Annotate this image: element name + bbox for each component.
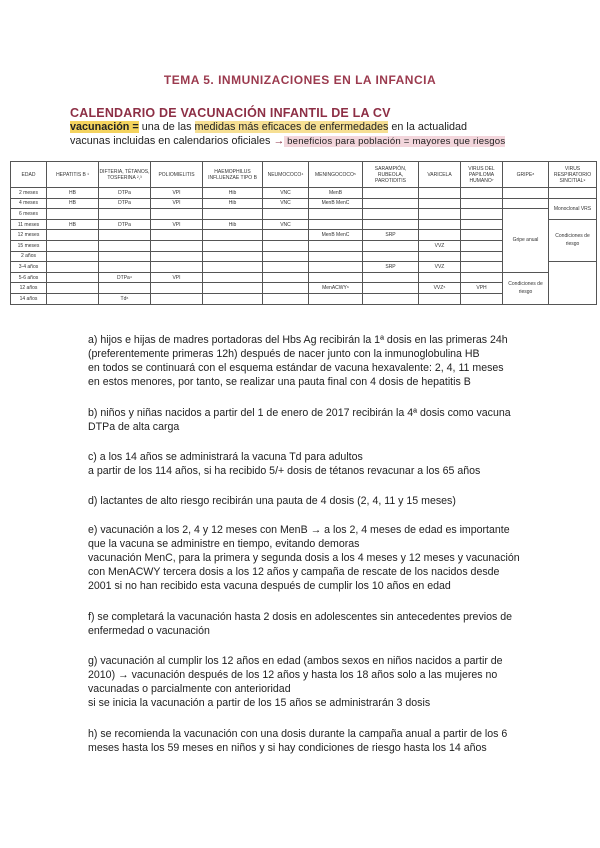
age-cell: 6 meses <box>11 209 47 220</box>
table-cell <box>419 219 461 230</box>
highlight-beneficios: beneficios para población = mayores que riesgos <box>284 136 506 147</box>
age-cell: 2 meses <box>11 188 47 199</box>
table-cell: SRP <box>363 262 419 273</box>
page-title: TEMA 5. INMUNIZACIONES EN LA INFANCIA <box>163 73 437 87</box>
table-cell <box>47 240 99 251</box>
table-cell <box>309 272 363 283</box>
table-header-row <box>11 162 597 188</box>
note-line: 2010) → vacunación después de los 12 años y hasta los 18 años solo a las mujeres no <box>88 669 498 681</box>
table-cell <box>309 209 363 220</box>
note-line: d) lactantes de alto riesgo recibirán una pauta de 4 dosis (2, 4, 11 y 15 meses) <box>88 495 456 507</box>
table-cell: HB <box>47 198 99 209</box>
table-cell <box>309 219 363 230</box>
col-header: NEUMOCOCO⁴ <box>263 162 309 188</box>
table-cell: Hib <box>203 188 263 199</box>
table-cell <box>203 272 263 283</box>
col-header: DIFTERIA, TÉTANOS, TOSFERINA ²,³ <box>99 162 151 188</box>
note-b <box>88 406 568 434</box>
note-line: en todos se continuará con el esquema estándar de vacuna hexavalente: 2, 4, 11 meses <box>88 362 504 374</box>
intro-text: una de las <box>138 121 195 133</box>
table-row <box>11 198 597 209</box>
table-cell: VPH <box>461 283 503 294</box>
table-cell <box>263 209 309 220</box>
table-cell <box>203 251 263 262</box>
table-cell <box>419 230 461 241</box>
table-cell: VVZ⁵ <box>419 283 461 294</box>
table-cell: Gripe anual <box>503 209 549 273</box>
age-cell: 2 años <box>11 251 47 262</box>
table-cell <box>203 283 263 294</box>
note-line: con MenACWY tercera dosis a los 12 años y campaña de rescate de los nacidos desde <box>88 566 500 578</box>
table-cell <box>419 251 461 262</box>
age-cell: 12 años <box>11 283 47 294</box>
table-cell <box>461 230 503 241</box>
col-header: EDAD <box>11 162 47 188</box>
table-row <box>11 209 597 220</box>
age-cell: 15 meses <box>11 240 47 251</box>
note-a <box>88 333 568 389</box>
table-cell <box>419 272 461 283</box>
table-cell <box>263 293 309 304</box>
table-cell <box>503 188 549 199</box>
arrow-icon: → <box>273 135 285 147</box>
intro-text: en la actualidad <box>388 121 468 133</box>
table-cell <box>47 283 99 294</box>
table-cell <box>263 240 309 251</box>
table-cell: VNC <box>263 219 309 230</box>
note-line: si se inicia la vacunación a partir de los 15 años se administrarán 3 dosis <box>88 697 431 709</box>
note-f <box>88 610 568 638</box>
table-cell <box>151 240 203 251</box>
table-cell: Condiciones de riesgo <box>503 272 549 304</box>
table-cell <box>151 262 203 273</box>
table-cell <box>99 262 151 273</box>
table-cell: MenB MenC <box>309 198 363 209</box>
table-cell <box>203 209 263 220</box>
intro-line-2 <box>70 134 505 149</box>
col-header: HEPATITIS B ¹ <box>47 162 99 188</box>
note-line: e) vacunación a los 2, 4 y 12 meses con MenB → a los 2, 4 meses de edad es importante <box>88 524 510 536</box>
table-cell: Monoclonal VRS <box>549 198 597 219</box>
table-cell: Condiciones de riesgo <box>549 219 597 261</box>
age-cell: 5-6 años <box>11 272 47 283</box>
table-cell <box>151 283 203 294</box>
table-cell <box>363 283 419 294</box>
table-cell <box>363 188 419 199</box>
table-cell <box>47 293 99 304</box>
note-d <box>88 494 568 508</box>
table-cell: DTPa <box>99 188 151 199</box>
table-cell <box>99 251 151 262</box>
table-cell <box>419 198 461 209</box>
table-row <box>11 188 597 199</box>
age-cell: 12 meses <box>11 230 47 241</box>
note-h <box>88 727 568 755</box>
table-cell <box>47 262 99 273</box>
table-cell <box>461 251 503 262</box>
note-line: en estos menores, por tanto, se realizar una pauta final con 4 dosis de hepatitis B <box>88 376 471 388</box>
col-header: GRIPE⁸ <box>503 162 549 188</box>
note-c <box>88 450 568 478</box>
table-cell <box>363 272 419 283</box>
table-cell <box>47 209 99 220</box>
table-cell <box>503 198 549 209</box>
table-cell <box>151 293 203 304</box>
note-line: a) hijos e hijas de madres portadoras del Hbs Ag recibirán la 1ª dosis en las primeras 24h <box>88 334 508 346</box>
table-cell: SRP <box>363 230 419 241</box>
table-cell <box>363 251 419 262</box>
note-line: enfermedad o vacunación <box>88 625 210 637</box>
table-cell: MenB <box>309 188 363 199</box>
age-cell: 14 años <box>11 293 47 304</box>
table-cell <box>263 283 309 294</box>
col-header: MENINGOCOCO⁵ <box>309 162 363 188</box>
table-cell <box>363 198 419 209</box>
table-cell <box>419 293 461 304</box>
table-cell <box>419 188 461 199</box>
table-cell <box>47 272 99 283</box>
table-cell <box>99 283 151 294</box>
col-header: POLIOMIELITIS <box>151 162 203 188</box>
table-cell <box>419 209 461 220</box>
table-cell <box>461 293 503 304</box>
table-cell <box>263 272 309 283</box>
table-cell: VPI <box>151 219 203 230</box>
table-cell: DTPa <box>99 198 151 209</box>
note-line: que la vacuna se administre en tiempo, evitando demoras <box>88 538 360 550</box>
note-line: b) niños y niñas nacidos a partir del 1 de enero de 2017 recibirán la 4ª dosis como vacuna <box>88 407 511 419</box>
col-header: HAEMOPHILUS INFLUENZAE TIPO B <box>203 162 263 188</box>
table-cell <box>203 230 263 241</box>
note-g <box>88 654 568 710</box>
col-header: VARICELA <box>419 162 461 188</box>
vaccination-calendar-table <box>10 161 597 305</box>
table-cell <box>461 219 503 230</box>
table-cell <box>47 251 99 262</box>
table-cell <box>151 251 203 262</box>
table-cell: VNC <box>263 198 309 209</box>
table-cell: HB <box>47 188 99 199</box>
term-vacunacion: vacunación = <box>70 121 139 133</box>
table-cell <box>363 219 419 230</box>
table-cell: MenB MenC <box>309 230 363 241</box>
table-cell: Td⁶ <box>99 293 151 304</box>
table-cell <box>363 209 419 220</box>
table-cell: VPI <box>151 198 203 209</box>
table-cell <box>461 262 503 273</box>
table-cell: VPI <box>151 272 203 283</box>
age-cell: 3-4 años <box>11 262 47 273</box>
note-e <box>88 523 568 593</box>
note-line: vacunadas o parcialmente con anterioridad <box>88 683 291 695</box>
table-cell: DTPa <box>99 219 151 230</box>
table-cell <box>549 262 597 304</box>
table-cell <box>461 209 503 220</box>
table-cell <box>309 262 363 273</box>
table-cell <box>99 240 151 251</box>
table-cell: Hib <box>203 198 263 209</box>
table-cell: VNC <box>263 188 309 199</box>
table-cell: Hib <box>203 219 263 230</box>
table-cell <box>151 230 203 241</box>
table-row <box>11 272 597 283</box>
table-cell <box>461 198 503 209</box>
note-line: meses hasta los 59 meses en niños y si hay condiciones de riesgo hasta los 14 años <box>88 742 487 754</box>
age-cell: 4 meses <box>11 198 47 209</box>
note-line: DTPa de alta carga <box>88 421 180 433</box>
table-cell <box>47 230 99 241</box>
table-cell <box>99 209 151 220</box>
table-cell: HB <box>47 219 99 230</box>
intro-block <box>70 120 505 149</box>
note-line: g) vacunación al cumplir los 12 años en edad (ambos sexos en niños nacidos a partir de <box>88 655 503 667</box>
note-line: f) se completará la vacunación hasta 2 dosis en adolescentes sin antecedentes previos de <box>88 611 513 623</box>
table-cell <box>461 240 503 251</box>
col-header: VIRUS RESPIRATORIO SINCITIAL⁹ <box>549 162 597 188</box>
table-cell <box>263 262 309 273</box>
section-subtitle: CALENDARIO DE VACUNACIÓN INFANTIL DE LA CV <box>70 106 391 120</box>
table-cell <box>263 230 309 241</box>
highlight-medidas: medidas más eficaces de enfermedades <box>194 121 389 133</box>
table-cell <box>363 293 419 304</box>
table-cell <box>461 188 503 199</box>
table-cell <box>363 240 419 251</box>
table-cell <box>461 272 503 283</box>
table-cell: VVZ <box>419 262 461 273</box>
col-header: VIRUS DEL PAPILOMA HUMANO⁷ <box>461 162 503 188</box>
table-cell <box>549 188 597 199</box>
col-header: SARAMPIÓN, RUBEOLA, PAROTIDITIS <box>363 162 419 188</box>
table-cell <box>99 230 151 241</box>
intro-line-1 <box>70 120 505 134</box>
note-line: c) a los 14 años se administrará la vacuna Td para adultos <box>88 451 363 463</box>
note-line: vacunación MenC, para la primera y segunda dosis a los 4 meses y 12 meses y vacunación <box>88 552 520 564</box>
intro-text: vacunas incluidas en calendarios oficiales <box>70 135 274 147</box>
table-cell: VVZ <box>419 240 461 251</box>
table-cell <box>203 262 263 273</box>
note-line: a partir de los 114 años, si ha recibido 5/+ dosis de tétanos revacunar a los 65 años <box>88 465 481 477</box>
note-line: (preferentemente primeras 12h) después de nacer junto con la inmunoglobulina HB <box>88 348 480 360</box>
table-cell <box>203 240 263 251</box>
table-cell <box>309 240 363 251</box>
table-cell: MenACWY⁶ <box>309 283 363 294</box>
table-cell: VPI <box>151 188 203 199</box>
note-line: 2001 si no han recibido esta vacuna después de cumplir los 10 años en edad <box>88 580 451 592</box>
table-cell <box>309 293 363 304</box>
table-cell: DTPa⁴ <box>99 272 151 283</box>
age-cell: 11 meses <box>11 219 47 230</box>
table-cell <box>309 251 363 262</box>
table-cell <box>203 293 263 304</box>
table-cell <box>151 209 203 220</box>
note-line: h) se recomienda la vacunación con una dosis durante la campaña anual a partir de los 6 <box>88 728 508 740</box>
table-cell <box>263 251 309 262</box>
